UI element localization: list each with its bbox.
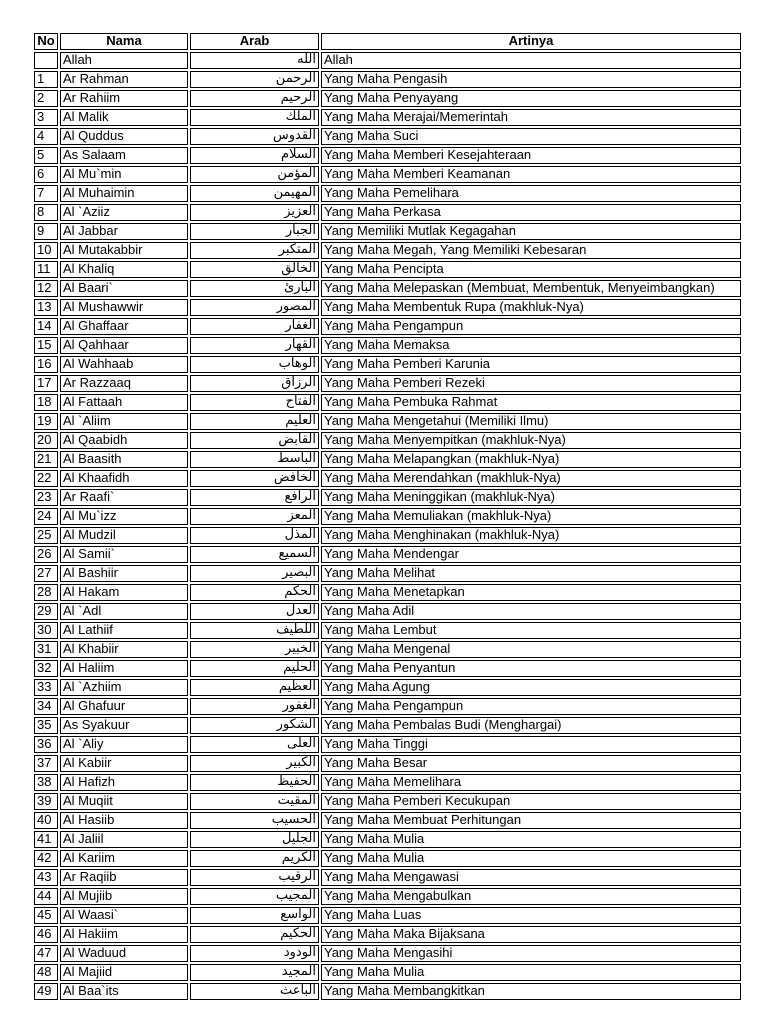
cell-no: 6 (34, 166, 58, 183)
table-row (34, 299, 741, 316)
cell-nama: Al Muhaimin (60, 185, 188, 202)
cell-artinya: Allah (321, 52, 741, 69)
cell-arab: الملك (190, 109, 319, 126)
cell-no: 18 (34, 394, 58, 411)
cell-arab: الرحيم (190, 90, 319, 107)
cell-no: 8 (34, 204, 58, 221)
cell-arab: المؤمن (190, 166, 319, 183)
cell-arab: الودود (190, 945, 319, 962)
cell-artinya: Yang Maha Penyayang (321, 90, 741, 107)
cell-arab: المجيد (190, 964, 319, 981)
cell-artinya: Yang Maha Perkasa (321, 204, 741, 221)
cell-nama: Ar Rahman (60, 71, 188, 88)
cell-arab: العظيم (190, 679, 319, 696)
cell-no: 23 (34, 489, 58, 506)
table-row (34, 337, 741, 354)
cell-arab: المصور (190, 299, 319, 316)
cell-artinya: Yang Maha Pemberi Karunia (321, 356, 741, 373)
cell-no: 11 (34, 261, 58, 278)
cell-nama: Al Mu`min (60, 166, 188, 183)
cell-arab: العليم (190, 413, 319, 430)
cell-no: 10 (34, 242, 58, 259)
cell-arab: السميع (190, 546, 319, 563)
cell-artinya: Yang Maha Melepaskan (Membuat, Membentuk, Menyeimbangkan) (321, 280, 741, 297)
cell-nama: Al Waasi` (60, 907, 188, 924)
cell-arab: الغفور (190, 698, 319, 715)
cell-no: 21 (34, 451, 58, 468)
cell-no: 29 (34, 603, 58, 620)
cell-nama: Al Khaliq (60, 261, 188, 278)
cell-artinya: Yang Maha Melihat (321, 565, 741, 582)
cell-no: 9 (34, 223, 58, 240)
cell-nama: As Salaam (60, 147, 188, 164)
table-row (34, 774, 741, 791)
cell-no: 35 (34, 717, 58, 734)
table-row (34, 527, 741, 544)
table-row (34, 546, 741, 563)
cell-no: 24 (34, 508, 58, 525)
cell-no: 14 (34, 318, 58, 335)
table-row (34, 888, 741, 905)
cell-no: 26 (34, 546, 58, 563)
cell-nama: Al Lathiif (60, 622, 188, 639)
cell-arab: الغفار (190, 318, 319, 335)
cell-nama: Allah (60, 52, 188, 69)
table-row (34, 147, 741, 164)
cell-nama: Al Majiid (60, 964, 188, 981)
cell-no: 45 (34, 907, 58, 924)
table-row (34, 869, 741, 886)
cell-no: 2 (34, 90, 58, 107)
cell-nama: Al Baari` (60, 280, 188, 297)
cell-artinya: Yang Maha Megah, Yang Memiliki Kebesaran (321, 242, 741, 259)
cell-nama: Al Waduud (60, 945, 188, 962)
cell-nama: Al `Aliim (60, 413, 188, 430)
table-row (34, 128, 741, 145)
table-row (34, 413, 741, 430)
table-row (34, 641, 741, 658)
cell-arab: الرقيب (190, 869, 319, 886)
cell-arab: الجبار (190, 223, 319, 240)
cell-arab: العلى (190, 736, 319, 753)
cell-nama: Ar Raqiib (60, 869, 188, 886)
cell-artinya: Yang Maha Pemelihara (321, 185, 741, 202)
cell-no: 41 (34, 831, 58, 848)
cell-no: 30 (34, 622, 58, 639)
table-row (34, 204, 741, 221)
table-row (34, 489, 741, 506)
table-row (34, 52, 741, 69)
cell-arab: الكريم (190, 850, 319, 867)
cell-artinya: Yang Maha Mengasihi (321, 945, 741, 962)
table-row (34, 432, 741, 449)
cell-arab: الكبير (190, 755, 319, 772)
cell-nama: Al Qahhaar (60, 337, 188, 354)
cell-artinya: Yang Maha Mendengar (321, 546, 741, 563)
header-no: No (34, 33, 58, 50)
cell-no: 40 (34, 812, 58, 829)
cell-no: 28 (34, 584, 58, 601)
cell-nama: Al Muqiit (60, 793, 188, 810)
cell-arab: الشكور (190, 717, 319, 734)
asmaul-husna-table (32, 31, 743, 1002)
cell-nama: Al Baasith (60, 451, 188, 468)
cell-artinya: Yang Maha Memberi Kesejahteraan (321, 147, 741, 164)
cell-no: 12 (34, 280, 58, 297)
cell-artinya: Yang Maha Pengampun (321, 318, 741, 335)
table-row (34, 375, 741, 392)
table-row (34, 736, 741, 753)
cell-nama: Al Kariim (60, 850, 188, 867)
cell-artinya: Yang Maha Memaksa (321, 337, 741, 354)
cell-nama: Al Mushawwir (60, 299, 188, 316)
cell-artinya: Yang Maha Pembalas Budi (Menghargai) (321, 717, 741, 734)
cell-artinya: Yang Maha Pengasih (321, 71, 741, 88)
table-row (34, 983, 741, 1000)
table-row (34, 242, 741, 259)
cell-no: 7 (34, 185, 58, 202)
cell-no: 36 (34, 736, 58, 753)
cell-no: 17 (34, 375, 58, 392)
cell-arab: الخبير (190, 641, 319, 658)
cell-artinya: Yang Maha Tinggi (321, 736, 741, 753)
cell-arab: الحليم (190, 660, 319, 677)
cell-nama: Al Mujiib (60, 888, 188, 905)
cell-no: 34 (34, 698, 58, 715)
cell-no: 16 (34, 356, 58, 373)
cell-nama: Al Jaliil (60, 831, 188, 848)
cell-no: 25 (34, 527, 58, 544)
cell-no (34, 52, 58, 69)
cell-artinya: Yang Maha Maka Bijaksana (321, 926, 741, 943)
cell-arab: الحفيظ (190, 774, 319, 791)
cell-nama: Al `Aziiz (60, 204, 188, 221)
cell-arab: الحسيب (190, 812, 319, 829)
cell-arab: البارئ (190, 280, 319, 297)
cell-nama: Al Mudzil (60, 527, 188, 544)
table-row (34, 831, 741, 848)
cell-arab: الرافع (190, 489, 319, 506)
cell-arab: القابض (190, 432, 319, 449)
cell-arab: الحكيم (190, 926, 319, 943)
cell-artinya: Yang Maha Agung (321, 679, 741, 696)
cell-artinya: Yang Maha Menetapkan (321, 584, 741, 601)
cell-no: 44 (34, 888, 58, 905)
cell-no: 1 (34, 71, 58, 88)
table-row (34, 660, 741, 677)
table-row (34, 394, 741, 411)
table-row (34, 451, 741, 468)
cell-artinya: Yang Maha Membentuk Rupa (makhluk-Nya) (321, 299, 741, 316)
cell-artinya: Yang Maha Merajai/Memerintah (321, 109, 741, 126)
cell-artinya: Yang Maha Pemberi Rezeki (321, 375, 741, 392)
table-row (34, 812, 741, 829)
cell-artinya: Yang Maha Merendahkan (makhluk-Nya) (321, 470, 741, 487)
cell-arab: العزيز (190, 204, 319, 221)
table-row (34, 185, 741, 202)
cell-nama: Ar Rahiim (60, 90, 188, 107)
header-nama: Nama (60, 33, 188, 50)
cell-arab: الوهاب (190, 356, 319, 373)
cell-artinya: Yang Maha Menghinakan (makhluk-Nya) (321, 527, 741, 544)
cell-no: 5 (34, 147, 58, 164)
cell-artinya: Yang Maha Mengawasi (321, 869, 741, 886)
cell-arab: القدوس (190, 128, 319, 145)
cell-no: 15 (34, 337, 58, 354)
table-row (34, 907, 741, 924)
cell-artinya: Yang Maha Melapangkan (makhluk-Nya) (321, 451, 741, 468)
cell-arab: الرزاق (190, 375, 319, 392)
cell-artinya: Yang Maha Pembuka Rahmat (321, 394, 741, 411)
cell-arab: الخافض (190, 470, 319, 487)
cell-arab: الخالق (190, 261, 319, 278)
cell-artinya: Yang Maha Mengetahui (Memiliki Ilmu) (321, 413, 741, 430)
cell-no: 39 (34, 793, 58, 810)
cell-artinya: Yang Maha Membuat Perhitungan (321, 812, 741, 829)
cell-arab: الباسط (190, 451, 319, 468)
cell-artinya: Yang Maha Adil (321, 603, 741, 620)
cell-artinya: Yang Maha Menyempitkan (makhluk-Nya) (321, 432, 741, 449)
cell-arab: الله (190, 52, 319, 69)
cell-no: 46 (34, 926, 58, 943)
cell-arab: المتكبر (190, 242, 319, 259)
cell-nama: Al `Adl (60, 603, 188, 620)
cell-no: 31 (34, 641, 58, 658)
table-row (34, 945, 741, 962)
table-row (34, 793, 741, 810)
cell-nama: Al Ghafuur (60, 698, 188, 715)
cell-nama: Al Wahhaab (60, 356, 188, 373)
table-row (34, 223, 741, 240)
cell-nama: Al Mutakabbir (60, 242, 188, 259)
cell-artinya: Yang Maha Mengenal (321, 641, 741, 658)
cell-nama: Al Baa`its (60, 983, 188, 1000)
cell-no: 43 (34, 869, 58, 886)
cell-no: 22 (34, 470, 58, 487)
cell-nama: Al Ghaffaar (60, 318, 188, 335)
cell-no: 13 (34, 299, 58, 316)
table-row (34, 755, 741, 772)
cell-no: 33 (34, 679, 58, 696)
cell-nama: Al Hafizh (60, 774, 188, 791)
cell-arab: الجليل (190, 831, 319, 848)
cell-nama: Al `Aliy (60, 736, 188, 753)
cell-arab: الحكم (190, 584, 319, 601)
table-row (34, 698, 741, 715)
table-row (34, 261, 741, 278)
table-row (34, 166, 741, 183)
table-row (34, 850, 741, 867)
cell-nama: Ar Raafi` (60, 489, 188, 506)
table-body (34, 52, 741, 1000)
table-row (34, 356, 741, 373)
table-row (34, 679, 741, 696)
cell-artinya: Yang Maha Mengabulkan (321, 888, 741, 905)
cell-artinya: Yang Maha Memberi Keamanan (321, 166, 741, 183)
cell-arab: الواسع (190, 907, 319, 924)
cell-nama: Al Fattaah (60, 394, 188, 411)
cell-artinya: Yang Maha Pengampun (321, 698, 741, 715)
cell-arab: السلام (190, 147, 319, 164)
table-row (34, 71, 741, 88)
table-row (34, 926, 741, 943)
cell-nama: Al Mu`izz (60, 508, 188, 525)
cell-arab: المهيمن (190, 185, 319, 202)
cell-nama: Al Hasiib (60, 812, 188, 829)
cell-nama: Al Khabiir (60, 641, 188, 658)
cell-artinya: Yang Maha Memelihara (321, 774, 741, 791)
cell-no: 42 (34, 850, 58, 867)
cell-no: 27 (34, 565, 58, 582)
cell-no: 37 (34, 755, 58, 772)
header-row (34, 33, 741, 50)
table-row (34, 318, 741, 335)
cell-nama: Al Haliim (60, 660, 188, 677)
header-artinya: Artinya (321, 33, 741, 50)
cell-artinya: Yang Maha Pencipta (321, 261, 741, 278)
cell-arab: اللطيف (190, 622, 319, 639)
table-row (34, 508, 741, 525)
table-row (34, 964, 741, 981)
cell-arab: المذل (190, 527, 319, 544)
table-row (34, 109, 741, 126)
table-row (34, 90, 741, 107)
cell-artinya: Yang Maha Membangkitkan (321, 983, 741, 1000)
cell-nama: Al Hakam (60, 584, 188, 601)
cell-artinya: Yang Maha Besar (321, 755, 741, 772)
table-row (34, 603, 741, 620)
cell-no: 32 (34, 660, 58, 677)
cell-arab: البصير (190, 565, 319, 582)
cell-artinya: Yang Maha Penyantun (321, 660, 741, 677)
cell-no: 4 (34, 128, 58, 145)
cell-nama: Al Quddus (60, 128, 188, 145)
cell-artinya: Yang Maha Memuliakan (makhluk-Nya) (321, 508, 741, 525)
table-row (34, 584, 741, 601)
cell-arab: الباعث (190, 983, 319, 1000)
cell-arab: الرحمن (190, 71, 319, 88)
cell-no: 48 (34, 964, 58, 981)
table-row (34, 565, 741, 582)
header-arab: Arab (190, 33, 319, 50)
cell-nama: As Syakuur (60, 717, 188, 734)
cell-arab: المجيب (190, 888, 319, 905)
cell-artinya: Yang Maha Suci (321, 128, 741, 145)
cell-nama: Ar Razzaaq (60, 375, 188, 392)
cell-arab: الفتاح (190, 394, 319, 411)
cell-nama: Al Khaafidh (60, 470, 188, 487)
cell-artinya: Yang Maha Mulia (321, 964, 741, 981)
table-row (34, 470, 741, 487)
cell-nama: Al Malik (60, 109, 188, 126)
cell-artinya: Yang Maha Pemberi Kecukupan (321, 793, 741, 810)
cell-nama: Al Kabiir (60, 755, 188, 772)
cell-no: 49 (34, 983, 58, 1000)
cell-nama: Al Bashiir (60, 565, 188, 582)
cell-no: 20 (34, 432, 58, 449)
cell-arab: المعز (190, 508, 319, 525)
cell-no: 19 (34, 413, 58, 430)
cell-no: 47 (34, 945, 58, 962)
table-row (34, 622, 741, 639)
cell-nama: Al Qaabidh (60, 432, 188, 449)
table-row (34, 717, 741, 734)
cell-artinya: Yang Maha Meninggikan (makhluk-Nya) (321, 489, 741, 506)
cell-nama: Al Samii` (60, 546, 188, 563)
cell-nama: Al `Azhiim (60, 679, 188, 696)
cell-no: 3 (34, 109, 58, 126)
cell-artinya: Yang Maha Luas (321, 907, 741, 924)
cell-nama: Al Jabbar (60, 223, 188, 240)
cell-artinya: Yang Memiliki Mutlak Kegagahan (321, 223, 741, 240)
cell-arab: المقيت (190, 793, 319, 810)
cell-artinya: Yang Maha Mulia (321, 831, 741, 848)
cell-artinya: Yang Maha Lembut (321, 622, 741, 639)
cell-arab: القهار (190, 337, 319, 354)
cell-no: 38 (34, 774, 58, 791)
table-row (34, 280, 741, 297)
cell-nama: Al Hakiim (60, 926, 188, 943)
cell-artinya: Yang Maha Mulia (321, 850, 741, 867)
cell-arab: العدل (190, 603, 319, 620)
